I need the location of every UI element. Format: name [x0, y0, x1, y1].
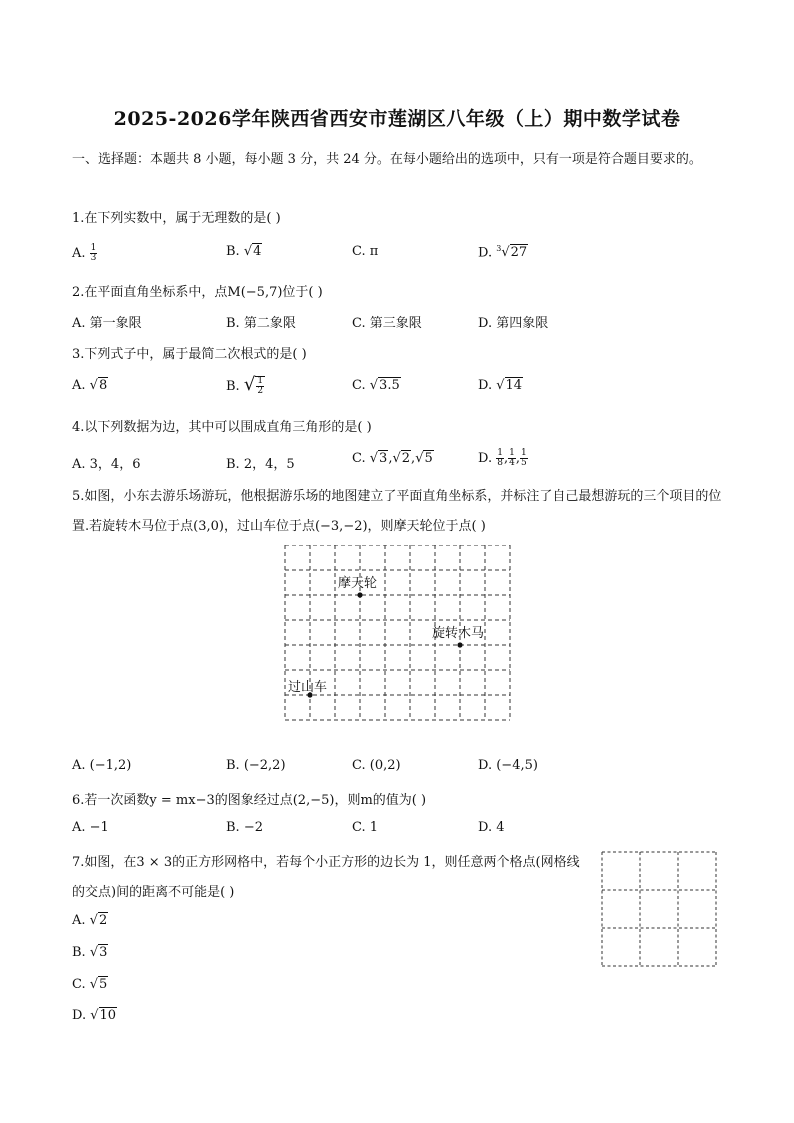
- question-7-stem: 7.如图，在3 × 3的正方形网格中，若每个小正方形的边长为 1，则任意两个格点(网格线的交点)间的距离不可能是( ): [72, 855, 580, 900]
- question-3-stem: 3.下列式子中，属于最简二次根式的是( ): [72, 347, 307, 362]
- q5-option-a[interactable]: A. (−1,2): [72, 758, 132, 773]
- ferris-wheel-label: 摩天轮: [338, 576, 378, 591]
- amusement-park-grid: [282, 545, 514, 723]
- q2-option-d[interactable]: D. 第四象限: [478, 316, 549, 331]
- q2-option-c[interactable]: C. 第三象限: [352, 316, 422, 331]
- q3-option-a[interactable]: A. √8: [72, 378, 108, 393]
- q6-option-b[interactable]: B. −2: [226, 820, 263, 835]
- exam-title: 2025-2026学年陕西省西安市莲湖区八年级（上）期中数学试卷: [113, 108, 681, 130]
- q7-option-a[interactable]: A. √2: [72, 913, 108, 928]
- sqrt: √4: [243, 244, 262, 259]
- question-2-stem: 2.在平面直角坐标系中，点M(−5,7)位于( ): [72, 285, 323, 300]
- question-5-stem: 5.如图，小东去游乐场游玩，他根据游乐场的地图建立了平面直角坐标系，并标注了自己最想游玩的三个项目的位置.若旋转木马位于点(3,0)，过山车位于点(−3,−2)，则摩天轮位于点( ): [72, 489, 722, 534]
- cube-root: √27: [501, 245, 528, 261]
- q1-option-d[interactable]: D. $^3$√27: [478, 244, 528, 261]
- q6-option-a[interactable]: A. −1: [72, 820, 109, 835]
- sqrt-fraction: √ $\frac{1}{2}$: [243, 374, 264, 396]
- q4-option-c[interactable]: C. √3,√2,√5: [352, 451, 433, 466]
- q7-option-b[interactable]: B. √3: [72, 945, 108, 960]
- ferris-wheel-point: [357, 592, 362, 597]
- q2-option-a[interactable]: A. 第一象限: [72, 316, 142, 331]
- sqrt: √14: [496, 378, 523, 393]
- q3-option-c[interactable]: C. √3.5: [352, 378, 400, 393]
- q5-option-c[interactable]: C. (0,2): [352, 758, 401, 773]
- carousel-label: 旋转木马: [432, 626, 485, 641]
- q7-option-d[interactable]: D. √10: [72, 1008, 117, 1023]
- question-4-stem: 4.以下列数据为边，其中可以围成直角三角形的是( ): [72, 420, 372, 435]
- grid-lines: [602, 852, 716, 966]
- q2-option-b[interactable]: B. 第二象限: [226, 316, 296, 331]
- roller-coaster-label: 过山车: [288, 680, 328, 695]
- q4-option-d[interactable]: D. $\frac{1}{8}$ , $\frac{1}{4}$ , $\frac{1}{5}$: [478, 448, 527, 468]
- section-instructions: 一、选择题：本题共 8 小题，每小题 3 分，共 24 分。在每小题给出的选项中，只有一项是符合题目要求的。: [72, 152, 702, 167]
- q4-option-b[interactable]: B. 2，4，5: [226, 457, 295, 472]
- sqrt: √8: [89, 378, 108, 393]
- question-1-stem: 1.在下列实数中，属于无理数的是( ): [72, 211, 281, 226]
- question-6-stem: 6.若一次函数y = mx−3的图象经过点(2,−5)，则m的值为( ): [72, 793, 427, 808]
- q5-option-b[interactable]: B. (−2,2): [226, 758, 286, 773]
- q1-option-b[interactable]: B. √4: [226, 244, 262, 259]
- q1-option-c[interactable]: C. π: [352, 244, 379, 259]
- three-by-three-grid: [601, 851, 721, 971]
- q5-option-d[interactable]: D. (−4,5): [478, 758, 538, 773]
- q6-option-c[interactable]: C. 1: [352, 820, 379, 835]
- carousel-point: [457, 642, 462, 647]
- q6-option-d[interactable]: D. 4: [478, 820, 505, 835]
- q3-option-b[interactable]: B. √ $\frac{1}{2}$: [226, 374, 264, 396]
- q3-option-d[interactable]: D. √14: [478, 378, 523, 393]
- q7-option-c[interactable]: C. √5: [72, 977, 108, 992]
- fraction: $\frac{1}{3}$: [90, 243, 97, 263]
- q1-option-a[interactable]: A. $\frac{1}{3}$: [72, 243, 97, 263]
- sqrt: √3.5: [369, 378, 400, 393]
- q4-option-a[interactable]: A. 3，4，6: [72, 457, 141, 472]
